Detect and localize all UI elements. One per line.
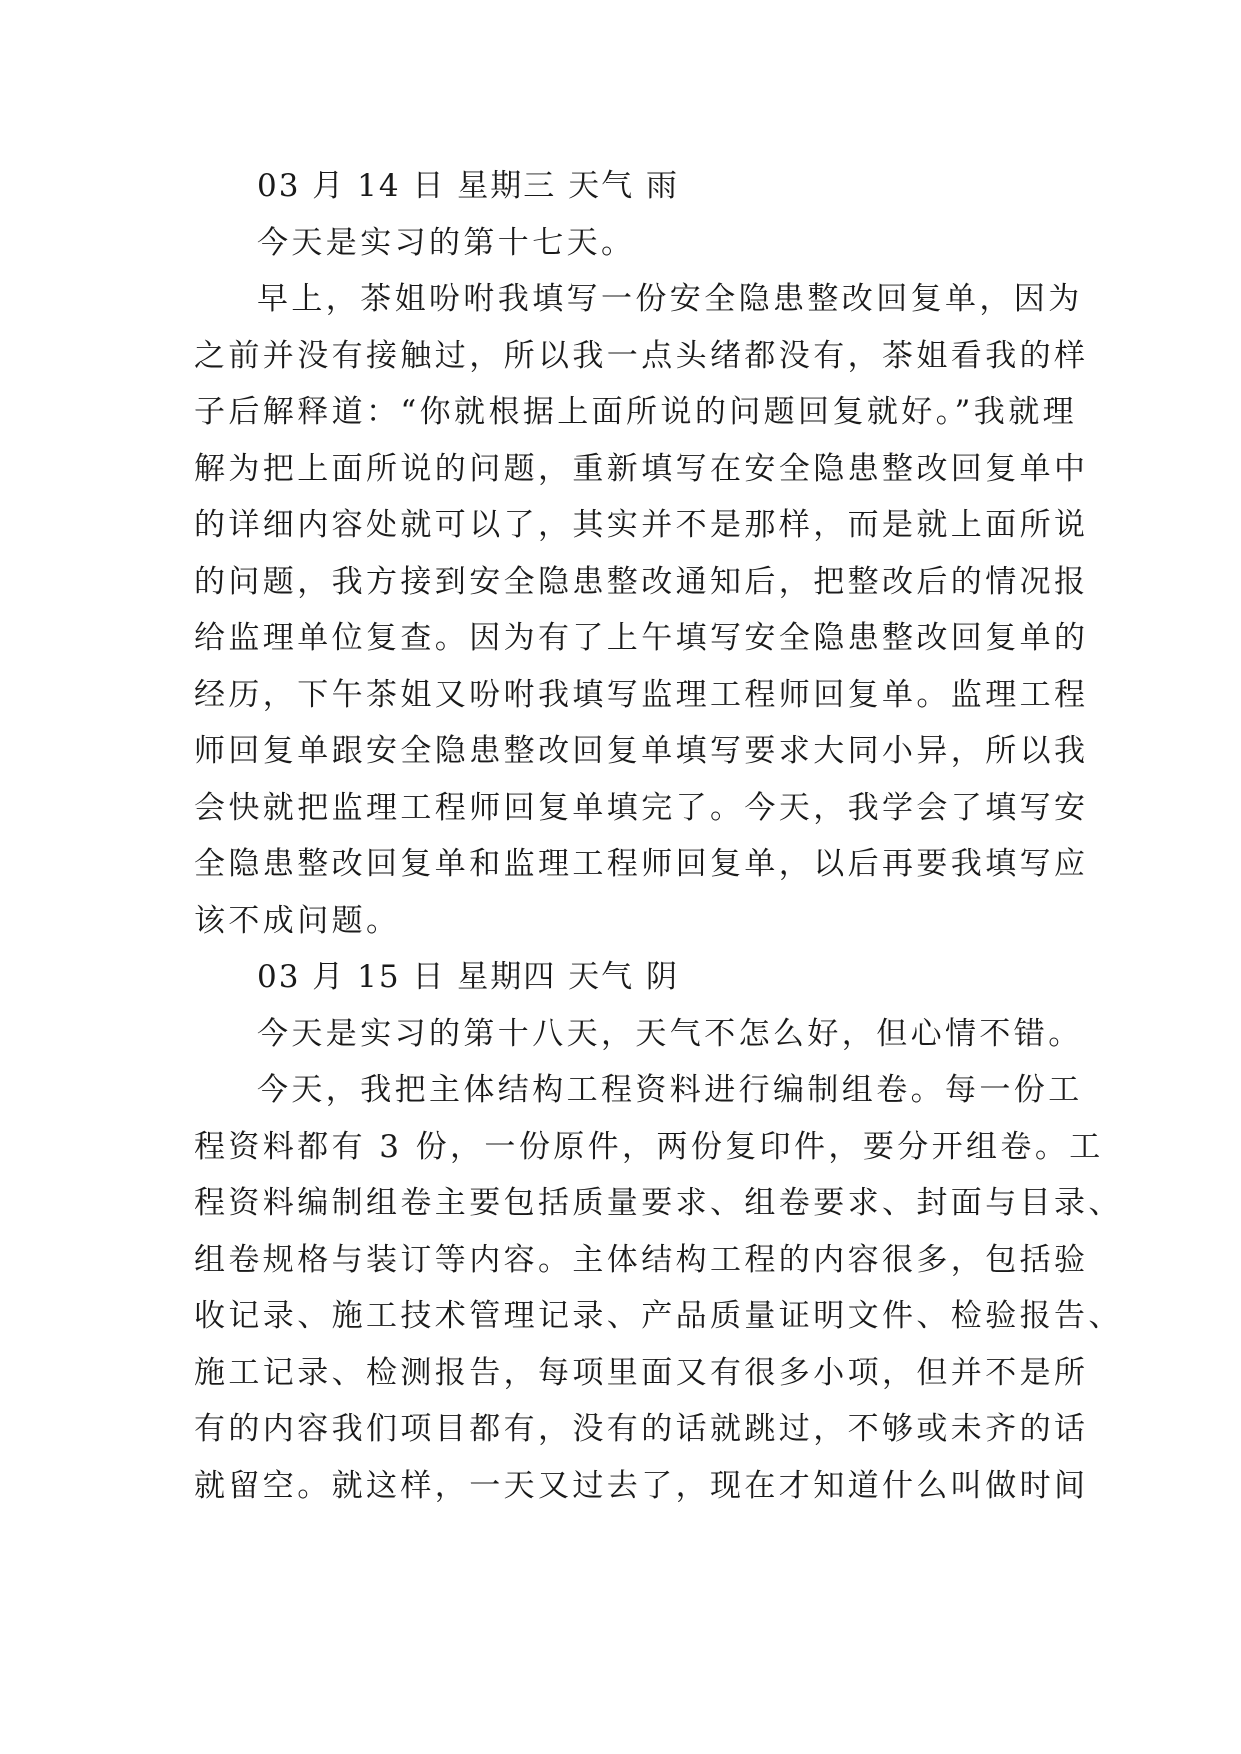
paragraph-line: 给监理单位复查。因为有了上午填写安全隐患整改回复单的: [194, 620, 1089, 656]
paragraph-line: 有的内容我们项目都有，没有的话就跳过，不够或未齐的话: [194, 1411, 1089, 1447]
entry-date-line: 03 月 14 日 星期三 天气 雨: [257, 168, 680, 204]
paragraph-line: 全隐患整改回复单和监理工程师回复单，以后再要我填写应: [194, 846, 1089, 882]
paragraph-line: 程资料编制组卷主要包括质量要求、组卷要求、封面与目录、: [194, 1185, 1123, 1221]
paragraph-line: 的问题，我方接到安全隐患整改通知后，把整改后的情况报: [194, 564, 1089, 600]
paragraph-line: 今天，我把主体结构工程资料进行编制组卷。每一份工: [257, 1072, 1083, 1108]
paragraph-line: 早上，茶姐吩咐我填写一份安全隐患整改回复单，因为: [257, 281, 1083, 317]
paragraph-line: 今天是实习的第十七天。: [257, 225, 636, 261]
paragraph-line: 师回复单跟安全隐患整改回复单填写要求大同小异，所以我: [194, 733, 1089, 769]
paragraph-line: 今天是实习的第十八天，天气不怎么好，但心情不错。: [257, 1016, 1083, 1052]
paragraph-line: 就留空。就这样，一天又过去了，现在才知道什么叫做时间: [194, 1468, 1089, 1504]
paragraph-line: 的详细内容处就可以了，其实并不是那样，而是就上面所说: [194, 507, 1089, 543]
paragraph-line: 会快就把监理工程师回复单填完了。今天，我学会了填写安: [194, 790, 1089, 826]
paragraph-line: 收记录、施工技术管理记录、产品质量证明文件、检验报告、: [194, 1298, 1123, 1334]
paragraph-line: 之前并没有接触过，所以我一点头绪都没有，茶姐看我的样: [194, 338, 1089, 374]
paragraph-line: 程资料都有 3 份，一份原件，两份复印件，要分开组卷。工: [194, 1129, 1104, 1165]
paragraph-line: 解为把上面所说的问题，重新填写在安全隐患整改回复单中: [194, 451, 1089, 487]
paragraph-line: 该不成问题。: [194, 903, 401, 939]
entry-date-line: 03 月 15 日 星期四 天气 阴: [257, 959, 680, 995]
paragraph-line: 子后解释道：“你就根据上面所说的问题回复就好。”我就理: [194, 394, 1077, 430]
paragraph-line: 施工记录、检测报告，每项里面又有很多小项，但并不是所: [194, 1355, 1089, 1391]
paragraph-line: 经历，下午茶姐又吩咐我填写监理工程师回复单。监理工程: [194, 677, 1089, 713]
paragraph-line: 组卷规格与装订等内容。主体结构工程的内容很多，包括验: [194, 1242, 1089, 1278]
